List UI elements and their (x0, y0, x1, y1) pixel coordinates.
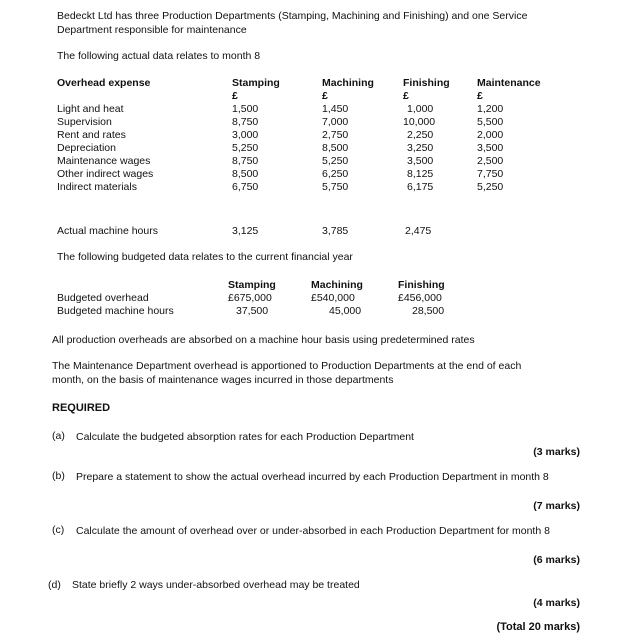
actual-data-heading: The following actual data relates to month 8 (57, 50, 261, 62)
machine-hours-machining: 3,785 (322, 225, 349, 237)
row-label: Light and heat (57, 103, 124, 115)
cell: 8,750 (232, 155, 259, 167)
cell: 8,750 (232, 116, 259, 128)
required-heading: REQUIRED (52, 402, 111, 414)
question-c-text: Calculate the amount of overhead over or under-absorbed in each Production Department for month 8 (76, 525, 550, 537)
cell: 8,500 (232, 168, 259, 180)
cell: 7,000 (322, 116, 349, 128)
question-c-marks: (6 marks) (533, 554, 580, 566)
question-d-text: State briefly 2 ways under-absorbed overhead may be treated (72, 579, 360, 591)
cell: 6,750 (232, 181, 259, 193)
col-header-stamping: Stamping (232, 77, 280, 89)
row-label: Indirect materials (57, 181, 137, 193)
machine-hours-finishing: 2,475 (405, 225, 432, 237)
cell: 6,250 (322, 168, 349, 180)
question-d-letter: (d) (48, 579, 61, 591)
col-header-maintenance: Maintenance (477, 77, 541, 89)
budget-heading: The following budgeted data relates to the current financial year (57, 251, 353, 263)
col-header-finishing: Finishing (403, 77, 450, 89)
row-label: Other indirect wages (57, 168, 154, 180)
machine-hours-label: Actual machine hours (57, 225, 158, 237)
cell: 3,000 (232, 129, 259, 141)
cell: 1,200 (477, 103, 504, 115)
row-label: Rent and rates (57, 129, 126, 141)
apportionment-note (52, 359, 597, 387)
cell: 10,000 (403, 116, 436, 128)
row-label: Depreciation (57, 142, 116, 154)
cell: 2,750 (322, 129, 349, 141)
table-header-label: Overhead expense (57, 77, 151, 89)
budget-row-label: Budgeted machine hours (57, 305, 174, 317)
question-d-marks: (4 marks) (533, 597, 580, 609)
machine-hours-stamping: 3,125 (232, 225, 259, 237)
apportionment-line-1: The Maintenance Department overhead is apportioned to Production Departments at the end of each (52, 360, 522, 372)
question-b-marks: (7 marks) (533, 500, 580, 512)
question-a-marks: (3 marks) (533, 446, 580, 458)
cell: 5,250 (322, 155, 349, 167)
currency-stamping: £ (232, 90, 238, 102)
cell: 3,250 (407, 142, 434, 154)
question-a-letter: (a) (52, 430, 65, 442)
cell: 8,125 (407, 168, 434, 180)
budget-cell: £675,000 (228, 292, 272, 304)
question-a-text: Calculate the budgeted absorption rates for each Production Department (76, 431, 414, 443)
intro-paragraph (57, 9, 597, 37)
apportionment-line-2: month, on the basis of maintenance wages incurred in those departments (52, 374, 394, 386)
cell: 5,500 (477, 116, 504, 128)
cell: 5,250 (232, 142, 259, 154)
question-b-text: Prepare a statement to show the actual overhead incurred by each Production Department in month 8 (76, 471, 549, 483)
intro-line-2: Department responsible for maintenance (57, 24, 247, 36)
budget-cell: £456,000 (398, 292, 442, 304)
budget-cell: 37,500 (236, 305, 269, 317)
row-label: Supervision (57, 116, 112, 128)
question-c-letter: (c) (52, 524, 65, 536)
total-marks: (Total 20 marks) (496, 621, 580, 633)
cell: 5,750 (322, 181, 349, 193)
question-b-letter: (b) (52, 470, 65, 482)
row-label: Maintenance wages (57, 155, 151, 167)
cell: 5,250 (477, 181, 504, 193)
cell: 2,000 (477, 129, 504, 141)
budget-cell: 45,000 (329, 305, 362, 317)
currency-finishing: £ (403, 90, 409, 102)
budget-row-label: Budgeted overhead (57, 292, 149, 304)
cell: 1,500 (232, 103, 259, 115)
cell: 3,500 (407, 155, 434, 167)
cell: 2,250 (407, 129, 434, 141)
cell: 1,450 (322, 103, 349, 115)
cell: 2,500 (477, 155, 504, 167)
cell: 7,750 (477, 168, 504, 180)
absorption-note: All production overheads are absorbed on a machine hour basis using predetermined rates (52, 334, 475, 346)
cell: 6,175 (407, 181, 434, 193)
currency-machining: £ (322, 90, 328, 102)
budget-col-machining: Machining (311, 279, 363, 291)
col-header-machining: Machining (322, 77, 374, 89)
budget-col-stamping: Stamping (228, 279, 276, 291)
intro-line-1: Bedeckt Ltd has three Production Departments (Stamping, Machining and Finishing) and one Service (57, 10, 528, 22)
cell: 1,000 (407, 103, 434, 115)
budget-cell: 28,500 (412, 305, 445, 317)
budget-cell: £540,000 (311, 292, 355, 304)
cell: 3,500 (477, 142, 504, 154)
cell: 8,500 (322, 142, 349, 154)
currency-maintenance: £ (477, 90, 483, 102)
budget-col-finishing: Finishing (398, 279, 445, 291)
